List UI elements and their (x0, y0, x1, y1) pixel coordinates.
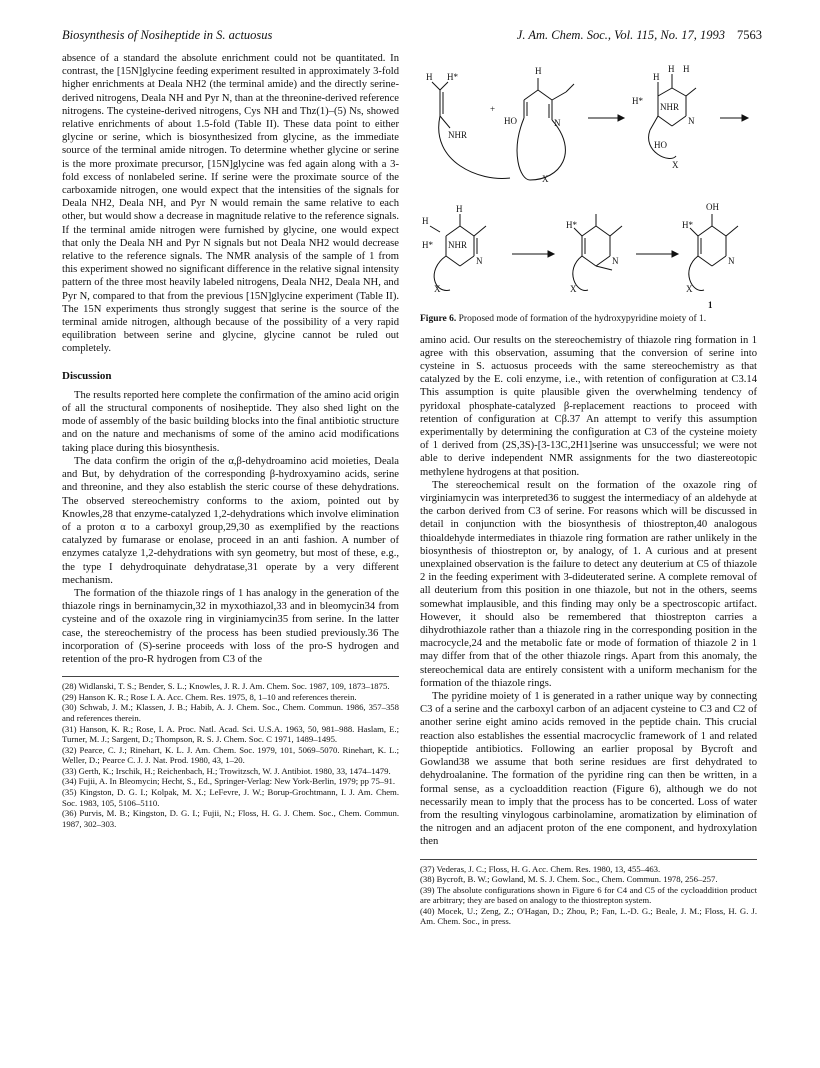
arrow-head (618, 115, 624, 121)
dihydropyridine-structure (422, 204, 486, 294)
reference: (34) Fujii, A. In Bleomycin; Hecht, S., Ed., Springer-Verlag: New York-Berlin, 1979; pp 75–91. (62, 776, 396, 787)
pyridine-structure (566, 214, 622, 294)
running-header (62, 28, 762, 46)
reference: (39) The absolute configurations shown in Figure 6 for C4 and C5 of the cycloaddition product are arbitrary; they are based on analogy to the thiostrepton system. (420, 884, 757, 906)
footnote-references (420, 859, 757, 928)
section-heading: Discussion (62, 369, 112, 382)
h-star-label: H* (422, 240, 433, 250)
hydroxypyridine-structure (682, 202, 738, 310)
arrow-head (672, 251, 678, 257)
plus-sign: + (490, 104, 496, 114)
figure-caption (420, 314, 757, 326)
reaction-scheme (420, 52, 757, 314)
h-star-label: H* (566, 220, 577, 230)
figure-6 (420, 52, 757, 314)
paragraph: The pyridine moiety of 1 is generated in a rather unique way by connecting C3 of a serine and the carboxyl carbon of an adjacent cysteine to C3 and C2 of another serine eight amino acids removed in the peptide chain. This crucial reaction also establishes the essential macrocyclic framework of 1 and related thiopeptide antibiotics. Following an earlier proposal by Bycroft and Gowland38 we assume that both serine residues are first dehydrated to dehydroalanine. The formation of the pyridine ring can then be written, in a formal sense, as a cycloaddition reaction (Figure 6), although we do not necessarily mean to imply that the process has to be concerted. Loss of water from the resulting vinylogous carbinolamine, aromatization by elimination of the nitrogen and an adjacent proton of the ene component, and hydroxylation then (420, 691, 757, 848)
paragraph: The data confirm the origin of the α,β-dehydroamino acid moieties, Deala and But, by dehydration of the corresponding β-hydroxyamino acids, serine and threonine, and they also establish the steric course of these dehydrations. The observed stereochemistry conforms to the axiom, pointed out by Knowles,28 that enzyme-catalyzed 1,2-dehydrations which involve elimination of a proton α to a carboxyl group,29,30 as exemplified by the reactions catalyzed by fumarase or enolase, proceed in an anti fashion. A number of enzymes catalyze 1,2-dehydrations with syn geometry, but most of these, e.g., the type I dehydroquinate dehydratase,31 operate by a very different mechanism. (62, 455, 399, 586)
x-label: X (570, 284, 577, 294)
nhr-label: NHR (448, 130, 468, 140)
x-label: X (542, 174, 549, 184)
ho-label: HO (654, 140, 667, 150)
reference: (32) Pearce, C. J.; Rinehart, K. L. J. Am. Chem. Soc. 1979, 101, 5069–5070. Rinehart, K. L.; Weller, D.; Pearce C. J. J. Nat. Prod. 1980, 43, 1–20. (62, 744, 399, 766)
n-label: N (728, 256, 735, 266)
h-label: H (456, 204, 463, 214)
reference: (33) Gerth, K.; Irschik, H.; Reichenbach, H.; Trowitzsch, W. J. Antibiot. 1980, 33, 1474–1479. (62, 765, 391, 776)
compound-number: 1 (708, 300, 713, 310)
right-column (420, 52, 757, 927)
paragraph: The results reported here complete the confirmation of the amino acid origin of all the structural components of nosiheptide. They also shed light on the mode of assembly of the basic building blocks into the final antibiotic structure and on the nature and mechanisms of some of the amino acid modifications taking place during this biosynthesis. (62, 389, 399, 454)
x-label: X (434, 284, 441, 294)
h-label: H (683, 64, 690, 74)
paragraph: amino acid. Our results on the stereochemistry of thiazole ring formation in 1 agree with this observation, assuming that the conversion of serine into cysteine in S. actuosus proceeds with the same stereochemistry as that catalyzed by the E. coli enzyme, i.e., with retention of configuration at C3.14 This assumption is quite plausible given the overwhelming tendency of pyridoxal phosphate-catalyzed β-replacement reactions to proceed with retention of configuration at Cβ.37 An attempt to verify this assumption experimentally by determining the configuration at C3 of the cysteine moiety of 1 derived from (2S,3S)-[3-13C,2H1]serine was unsuccessful; we were not able to derive independent NMR assignments for the two diastereotopic methylene hydrogens at that position. (420, 334, 757, 478)
oh-label: OH (706, 202, 719, 212)
x-label: X (686, 284, 693, 294)
page-number: 7563 (737, 28, 762, 42)
x-label: X (672, 160, 679, 170)
reference: (30) Schwab, J. M.; Klassen, J. B.; Habib, A. J. Chem. Soc., Chem. Commun. 1986, 357–358 and references therein. (62, 702, 399, 723)
caption-label: Figure 6. (420, 314, 457, 324)
running-title: Biosynthesis of Nosiheptide in S. actuosus (62, 28, 273, 42)
n-label: N (476, 256, 483, 266)
reference: (31) Hanson, K. R.; Rose, I. A. Proc. Natl. Acad. Sci. U.S.A. 1963, 50, 981–988. Haslam, E.; Turner, M. J.; Sargent, D.; Thompson, R. S. J. Chem. Soc. C 1971, 1489–1495. (62, 723, 399, 745)
h-star-label: H* (682, 220, 693, 230)
h-label: H (422, 216, 429, 226)
dehydroalanine-structure (426, 72, 510, 178)
nhr-label: NHR (448, 240, 468, 250)
journal-citation: J. Am. Chem. Soc., Vol. 115, No. 17, 1993 7563 (516, 28, 762, 42)
reference: (38) Bycroft, B. W.; Gowland, M. S. J. Chem. Soc., Chem. Commun. 1978, 256–257. (420, 874, 718, 885)
reference: (40) Mocek, U.; Zeng, Z.; O'Hagan, D.; Zhou, P.; Fan, L.-D. G.; Beale, J. M.; Floss, H. G. J. Am. Chem. Soc., in press. (420, 905, 757, 927)
footnote-references (62, 676, 399, 829)
h-label: H (535, 66, 542, 76)
h-label: H (668, 64, 675, 74)
paragraph: The stereochemical result on the formation of the oxazole ring of virginiamycin was interpreted36 to suggest the intermediacy of an aldehyde at the carbon derived from C3 of serine. For reasons which will be discussed in detail in conjunction with the biosynthesis of thiostrepton,40 analogous thioaldehyde intermediates in thiazole ring formation are rather unlikely in the biosynthesis of thiostrepton or, by analogy, of 1. A curious and at present unexplained observation is the failure to detect any deuterium at C5 of thiazole 2 in the feeding experiment with 3-dideuterated serine. A complete removal of all deuterium from this position in one thiazole, but not in the others, seems somewhat implausible, and this finding may only be a spectroscopic artifact. However, it should also be remembered that thiostrepton carries a dihydrothiazole rather than a thiazole ring in the corresponding position in the macrocycle,24 and the metabolic fate or mode of formation of thiazole 2 in 1 may differ from that of the other thiazole rings. Apart from this anomaly, the stereochemical data are entirely consistent with a uniform mechanism for the formation of the thiazole rings. (420, 479, 757, 689)
h-star-label: H* (447, 72, 458, 82)
h-label: H (653, 72, 660, 82)
reference: (36) Purvis, M. B.; Kingston, D. G. I.; Fujii, N.; Floss, H. G. J. Chem. Soc., Chem. Commun. 1987, 302–303. (62, 808, 399, 829)
reference: (28) Widlanski, T. S.; Bender, S. L.; Knowles, J. R. J. Am. Chem. Soc. 1987, 109, 1873–1875. (62, 681, 390, 692)
h-label: H (426, 72, 433, 82)
paragraph: The formation of the thiazole rings of 1 has analogy in the generation of the thiazole rings in berninamycin,32 in myxothiazol,33 and in bleomycin34 from cysteine and of the oxazole ring in virginiamycin35 from serine. In the latter case, the stereochemistry of the process has been studied previously.36 The incorporation of (S)-serine proceeds with loss of the pro-S hydrogen and retention of the pro-R hydrogen from C3 of the (62, 587, 399, 665)
caption-text: Proposed mode of formation of the hydroxypyridine moiety of 1. (458, 314, 707, 324)
reference: (37) Vederas, J. C.; Floss, H. G. Acc. Chem. Res. 1980, 13, 455–463. (420, 863, 661, 874)
cycloadduct-structure (632, 64, 748, 170)
arrow-head (742, 115, 748, 121)
reference: (35) Kingston, D. G. I.; Kolpak, M. X.; LeFevre, J. W.; Borup-Grochtmann, I. J. Am. Chem. Soc. 1983, 105, 5106–5110. (62, 787, 399, 808)
arrow-head (548, 251, 554, 257)
h-star-label: H* (632, 96, 643, 106)
ho-label: HO (504, 116, 517, 126)
nhr-label: NHR (660, 102, 680, 112)
paragraph: absence of a standard the absolute enrichment could not be quantitated. In contrast, the [15N]glycine feeding experiment resulted in approximately 3-fold higher enrichments at Deala NH2 (the terminal amide) and the directly serine-derived nitrogens, Deala NH and Pyr N, than at the threonine-derived reference nitrogens. The cysteine-derived nitrogens, Cys NH and Thz(1)–(5) Ns, showed relative enrichments of about 1.5-fold (Table II). These data point to either glycine or serine, which is biosynthesized from glycine, as the immediate source of the terminal amide nitrogen. To determine whether glycine or serine is the more proximate precursor, [15N]glycine was fed again along with a 3-fold excess of nonlabeled serine. If serine were the proximate source of the carboxamide nitrogen, one would expect that the intensities of the signals for Deala NH2, Deala NH, and Pyr N would remain the same relative to each other, but would show a decrease in magnitude relative to the reference signals. If the terminal amide nitrogen were furnished by glycine, one would expect that only the Deala NH and Pyr N signals but not Deala NH2 would decrease relative to the reference signals. The NMR analysis of the sample of 1 from this experiment showed no significant difference in the relative signal intensity pattern of the three most heavily labeled nitrogens, Deala NH2, Deala NH, and Pyr N, compared to that from the previous [15N]glycine experiment (Table II). The 15N experiments thus strongly suggest that serine is the source of the terminal amide nitrogen, although because of the possibility of a very rapid equilibration between serine and glycine, glycine cannot be ruled out completely. (62, 53, 399, 355)
n-label: N (612, 256, 619, 266)
n-label: N (688, 116, 695, 126)
n-label: N (554, 118, 561, 128)
left-column (62, 52, 399, 829)
azadiene-structure (504, 66, 574, 184)
reference: (29) Hanson K. R.; Rose I. A. Acc. Chem. Res. 1975, 8, 1–10 and references therein. (62, 691, 357, 702)
